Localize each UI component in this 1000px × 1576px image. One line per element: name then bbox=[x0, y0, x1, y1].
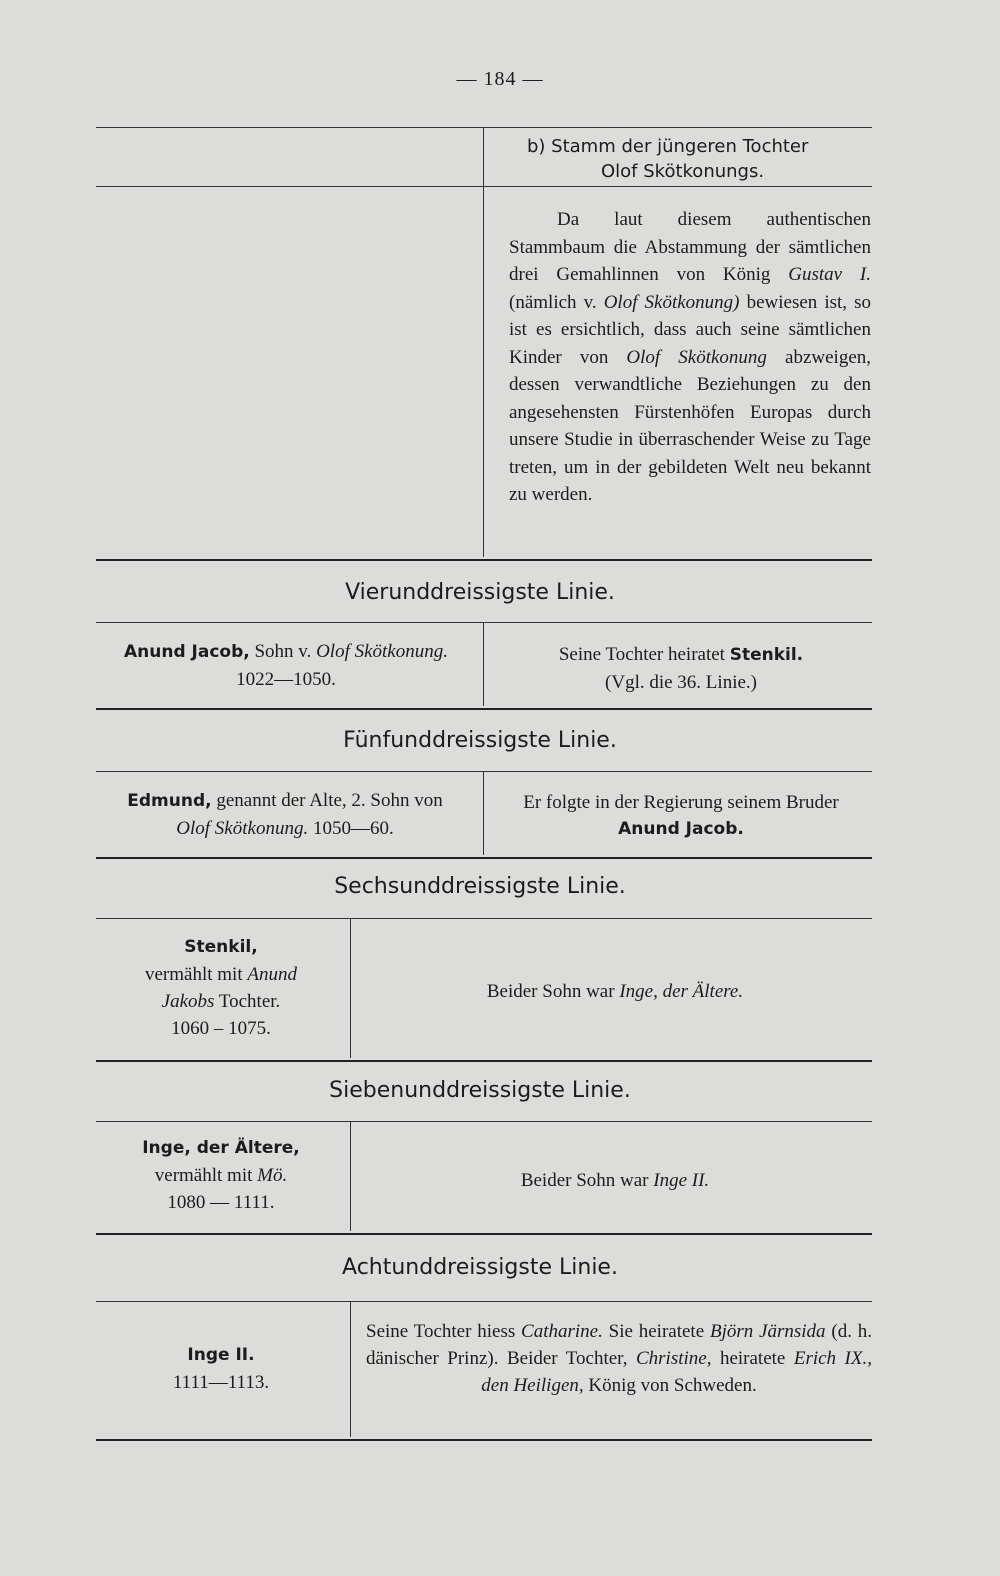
intro-text-4: abzweigen, dessen verwandtliche Beziehungen zu den angesehensten Fürstenhöfen Europas durch unsere Studie in überraschender Weise zu Tage treten, um in der gebildeten Welt neu bekannt zu werden. bbox=[509, 346, 871, 505]
section-title-35: Fünfunddreissigste Linie. bbox=[343, 728, 617, 753]
dates-37: 1080 — 1111. bbox=[167, 1192, 275, 1213]
dates-38: 1111—1113. bbox=[172, 1372, 270, 1393]
person-stenkil: Stenkil, bbox=[184, 937, 258, 957]
section-38-top-rule bbox=[96, 1301, 872, 1302]
section-34-top-rule bbox=[96, 622, 872, 623]
section-35-divider bbox=[483, 771, 484, 855]
section-37-right: Beider Sohn war Inge II. bbox=[520, 1170, 710, 1191]
section-38-divider bbox=[350, 1301, 351, 1437]
stem-heading-line2: Olof Skötkonungs. bbox=[601, 161, 765, 182]
section-35-bottom-rule bbox=[96, 857, 872, 859]
intro-olof-1: Olof Skötkonung) bbox=[603, 291, 740, 313]
section-37-bottom-rule bbox=[96, 1233, 872, 1235]
intro-paragraph bbox=[509, 206, 871, 509]
section-title-36: Sechsunddreissigste Linie. bbox=[334, 874, 626, 899]
section-37-top-rule bbox=[96, 1121, 872, 1122]
dates-34: 1022—1050. bbox=[236, 669, 336, 690]
section-34-bottom-rule bbox=[96, 708, 872, 710]
section-title-37: Siebenunddreissigste Linie. bbox=[329, 1078, 631, 1103]
intro-text-2: (nämlich v. bbox=[509, 291, 604, 313]
section-38-bottom-rule bbox=[96, 1439, 872, 1441]
section-rule bbox=[96, 559, 872, 561]
intro-olof-2: Olof Skötkonung bbox=[626, 346, 767, 368]
person-inge-ii: Inge II. bbox=[187, 1345, 255, 1365]
section-title-34: Vierunddreissigste Linie. bbox=[345, 580, 615, 605]
person-anund-jacob: Anund Jacob, bbox=[123, 642, 250, 662]
stem-heading-line1: b) Stamm der jüngeren Tochter bbox=[527, 136, 809, 157]
section-34-left: Anund Jacob, Sohn v. Olof Skötkonung. 1022—1050. bbox=[96, 638, 476, 693]
section-35-right: Er folgte in der Regierung seinem Bruder Anund Jacob. bbox=[490, 789, 872, 843]
section-36-top-rule bbox=[96, 918, 872, 919]
person-anund-jacob-ref: Anund Jacob. bbox=[618, 819, 744, 839]
top-rule bbox=[96, 127, 872, 128]
column-divider bbox=[483, 127, 484, 557]
section-38-right: Seine Tochter hiess Catharine. Sie heiratete Björn Järnsida (d. h. dänischer Prinz). Beider Tochter, Christine, heiratete Erich IX., den Heiligen, König von Schweden. bbox=[366, 1321, 873, 1396]
section-36-right: Beider Sohn war Inge, der Ältere. bbox=[486, 981, 744, 1002]
dates-36: 1060 – 1075. bbox=[171, 1018, 271, 1039]
section-title-38: Achtunddreissigste Linie. bbox=[342, 1255, 618, 1280]
section-38-left bbox=[96, 1342, 346, 1396]
intro-text-3: bewiesen ist, so ist es ersichtlich, dass auch seine sämtlichen Kinder von bbox=[509, 291, 872, 368]
section-36-left: Stenkil, vermählt mit Anund Jakobs Tochter. 1060 – 1075. bbox=[96, 934, 346, 1042]
section-37-left: Inge, der Ältere, vermählt mit Mö. 1080 — 1111. bbox=[96, 1135, 346, 1216]
intro-gustav: Gustav I. bbox=[788, 264, 871, 285]
page-number: — 184 — bbox=[456, 68, 544, 90]
section-34-divider bbox=[483, 622, 484, 706]
section-36-bottom-rule bbox=[96, 1060, 872, 1062]
person-edmund: Edmund, bbox=[127, 791, 212, 811]
section-35-left: Edmund, genannt der Alte, 2. Sohn von Olof Skötkonung. 1050—60. bbox=[127, 790, 443, 839]
section-36-divider bbox=[350, 918, 351, 1058]
person-inge-der-aeltere: Inge, der Ältere, bbox=[142, 1138, 300, 1158]
dates-35: 1050—60. bbox=[308, 818, 394, 839]
section-35-top-rule bbox=[96, 771, 872, 772]
person-stenkil-ref: Stenkil. bbox=[729, 645, 804, 665]
section-34-right: Seine Tochter heiratet Stenkil. (Vgl. die 36. Linie.) bbox=[558, 644, 804, 693]
intro-text-1: Da laut diesem authentischen Stammbaum die Abstammung der sämtlichen drei Gemahlinnen von König bbox=[509, 209, 871, 285]
stem-heading bbox=[527, 134, 872, 184]
section-37-divider bbox=[350, 1121, 351, 1231]
header-rule bbox=[96, 186, 872, 187]
